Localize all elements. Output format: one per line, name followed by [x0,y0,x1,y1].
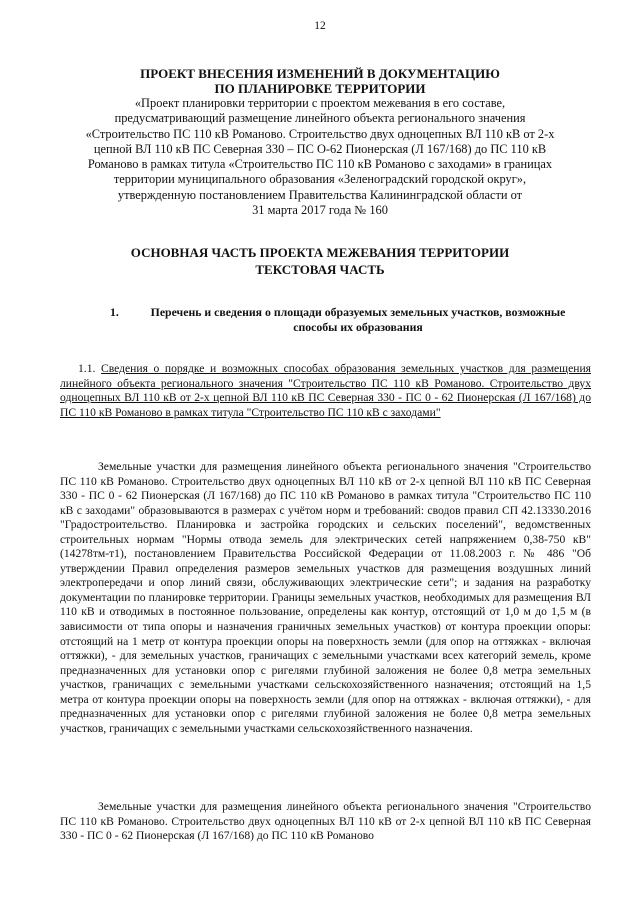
item-number: 1. [110,305,119,319]
body-paragraph-2: Земельные участки для размещения линейного объекта регионального значения "Строительство ПС 110 кВ Романово. Строительство двух одноцепных ВЛ 110 кВ от 2-х цепной ВЛ 110 кВ ПС Северная 330 - ПС 0 - 62 Пионерская (Л 167/168) до ПС 110 кВ Романово [60,800,591,843]
subsection-number: 1.1. [78,362,96,375]
page-number: 12 [314,20,326,32]
subsection-text: Сведения о порядке и возможных способах образования земельных участков для размещения линейного объекта регионального значения "Строительство ПС 110 кВ Романово. Строительство двух одноцепных ВЛ 110 кВ от 2-х цепной ВЛ 110 кВ ПС Северная 330 - ПС 0 - 62 Пионерская (Л 167/168) до ПС 110 кВ Романово в рамках титула "Строительство ПС 110 кВ с заходами" [60,362,591,419]
item-heading [110,305,590,334]
document-header [50,66,590,218]
document-subtitle: «Проект планировки территории с проектом межевания в его составе, предусматривающий размещение линейного объекта регионального значения «Строительство ПС 110 кВ Романово. Строительство двух одноцепных ВЛ 110 кВ от 2-х цепной ВЛ 110 кВ ПС Северная 330 – ПС О-62 Пионерская (Л 167/168) до ПС 110 кВ Романово в рамках титула «Строительство ПС 110 кВ Романово с заходами» в границах территории муниципального образования «Зеленоградский городской округ», утвержденную постановлением Правительства Калининградской области от 31 марта 2017 года № 160 [85,96,555,218]
body-paragraph-1: Земельные участки для размещения линейного объекта регионального значения "Строительство ПС 110 кВ Романово. Строительство двух одноцепных ВЛ 110 кВ от 2-х цепной ВЛ 110 кВ ПС Северная 330 - ПС 0 - 62 Пионерская (Л 167/168) до ПС 110 кВ Романово в рамках титула "Строительство ПС 110 кВ с заходами" образовываются в размерах с учётом норм и требований: сводов правил СП 42.13330.2016 "Градостроительство. Планировка и застройка городских и сельских поселений", ведомственных строительных нормам "Нормы отвода земель для электрических сетей напряжением 0,38-750 кВ" (14278тм-т1), постановлением Правительства Российской Федерации от 11.08.2003 г. № 486 "Об утверждении Правил определения размеров земельных участков для размещения воздушных линий электропередачи и опор линий связи, обслуживающих электрические сети"; и задания на разработку документации по планировке территории. Границы земельных участков, необходимых для размещения ВЛ 110 кВ и отводимых в постоянное пользование, определены как контур, отстоящий от 1,0 м до 1,5 м (в зависимости от типа опоры и назначения граничных земельных участков) от контура проекции опоры: отстоящий на 1 метр от контура проекции опоры на поверхность земли (для опор на оттяжках - включая оттяжки), - для земельных участков, граничащих с земельными участками всех категорий земель, кроме предназначенных для установки опор с ригелями глубиной заложения не более 0,8 метра земельных участков, граничащих с земельными участками сельскохозяйственного назначения; отстоящий на 1,5 метра от контура проекции опоры на поверхность земли (для опор на оттяжках - включая оттяжки), - для предназначенных для установки опор с ригелями глубиной заложения не более 0,8 метра земельных участков, граничащих с земельными участками сельскохозяйственного назначения. [60,460,591,735]
subsection-1-1 [60,362,591,420]
section-title: ОСНОВНАЯ ЧАСТЬ ПРОЕКТА МЕЖЕВАНИЯ ТЕРРИТОРИИ ТЕКСТОВАЯ ЧАСТЬ [130,245,510,277]
document-title: ПРОЕКТ ВНЕСЕНИЯ ИЗМЕНЕНИЙ В ДОКУМЕНТАЦИЮ ПО ПЛАНИРОВКЕ ТЕРРИТОРИИ [140,66,500,96]
item-heading-text: Перечень и сведения о площади образуемых земельных участков, возможные способы их образования [150,305,566,334]
